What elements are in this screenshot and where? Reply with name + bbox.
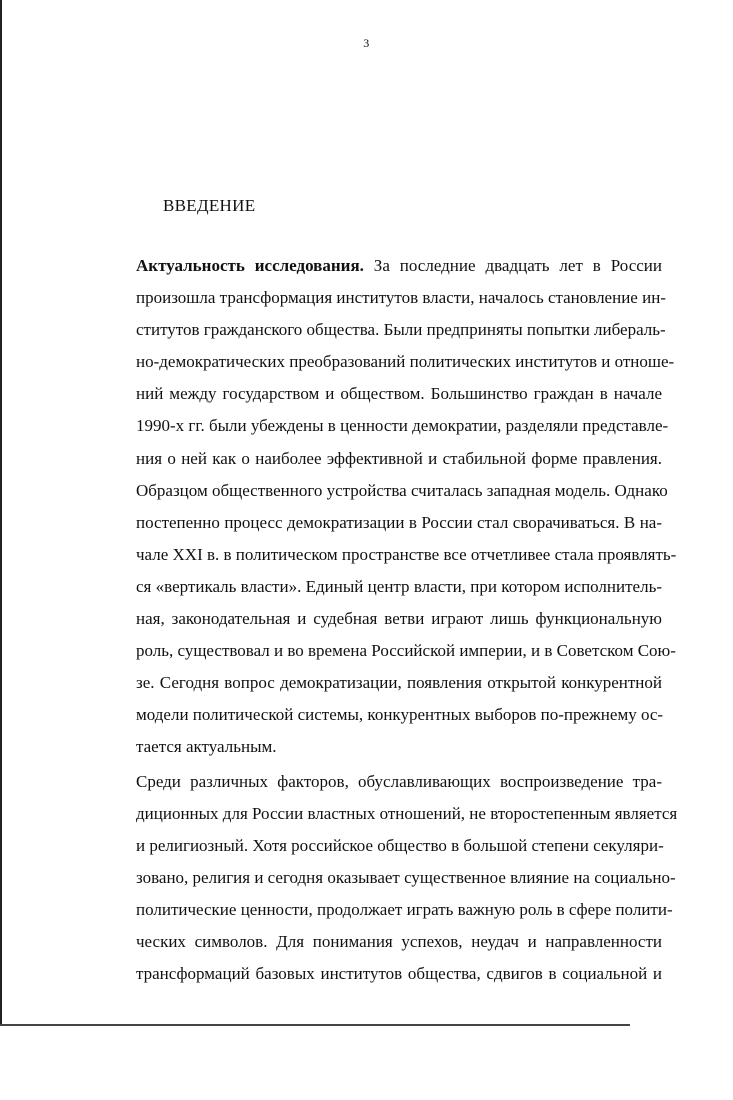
- scan-bottom-rule: [0, 1024, 630, 1026]
- paragraph-1-line: но-демократических преобразований политических институтов и отноше-: [136, 352, 675, 372]
- paragraph-1-line: произошла трансформация институтов власти, началось становление ин-: [136, 288, 666, 308]
- paragraph-2-line: трансформаций базовых институтов общества, сдвигов в социальной и: [136, 964, 662, 984]
- paragraph-2-line: диционных для России властных отношений, не второстепенным является: [136, 803, 678, 823]
- paragraph-1-line: роль, существовал и во времена Российской империи, и в Советском Сою-: [136, 641, 676, 661]
- paragraph-1-line-0-rest: За последние двадцать лет в России: [363, 256, 662, 275]
- scan-left-border: [0, 0, 2, 1026]
- paragraph-2-line: политические ценности, продолжает играть важную роль в сфере полити-: [136, 899, 673, 919]
- paragraph-1-line: ний между государством и обществом. Большинство граждан в начале: [136, 384, 662, 404]
- paragraph-1-line: ния о ней как о наиболее эффективной и стабильной форме правления.: [136, 448, 662, 468]
- paragraph-1: [136, 250, 677, 764]
- body-text: [136, 250, 678, 990]
- paragraph-1-line: ная, законодательная и судебная ветви играют лишь функциональную: [136, 609, 662, 629]
- paragraph-2-line: ческих символов. Для понимания успехов, неудач и направленности: [136, 931, 662, 951]
- paragraph-1-line: ститутов гражданского общества. Были предприняты попытки либераль-: [136, 320, 666, 340]
- paragraph-2-line: зовано, религия и сегодня оказывает существенное влияние на социально-: [136, 867, 676, 887]
- paragraph-1-line: Образцом общественного устройства считалась западная модель. Однако: [136, 480, 668, 500]
- paragraph-1-line: ся «вертикаль власти». Единый центр власти, при котором исполнитель-: [136, 576, 662, 596]
- paragraph-2: [136, 766, 678, 991]
- paragraph-1-line: постепенно процесс демократизации в России стал сворачиваться. В на-: [136, 512, 662, 532]
- paragraph-1-line: зе. Сегодня вопрос демократизации, появления открытой конкурентной: [136, 673, 662, 693]
- paragraph-1-line: 1990-х гг. были убеждены в ценности демократии, разделяли представле-: [136, 416, 669, 436]
- paragraph-2-line: Среди различных факторов, обуславливающих воспроизведение тра-: [136, 771, 662, 791]
- page-number: 3: [363, 36, 370, 50]
- paragraph-2-line: и религиозный. Хотя российское общество в большой степени секуляри-: [136, 835, 664, 855]
- section-heading: ВВЕДЕНИЕ: [163, 196, 256, 215]
- lead-bold-phrase: Актуальность исследования.: [136, 256, 364, 275]
- paragraph-1-line: тается актуальным.: [136, 737, 277, 757]
- paragraph-1-line-0: [136, 250, 662, 282]
- paragraph-1-line: чале XXI в. в политическом пространстве все отчетливее стала проявлять-: [136, 544, 677, 564]
- paragraph-1-line: модели политической системы, конкурентных выборов по-прежнему ос-: [136, 705, 664, 725]
